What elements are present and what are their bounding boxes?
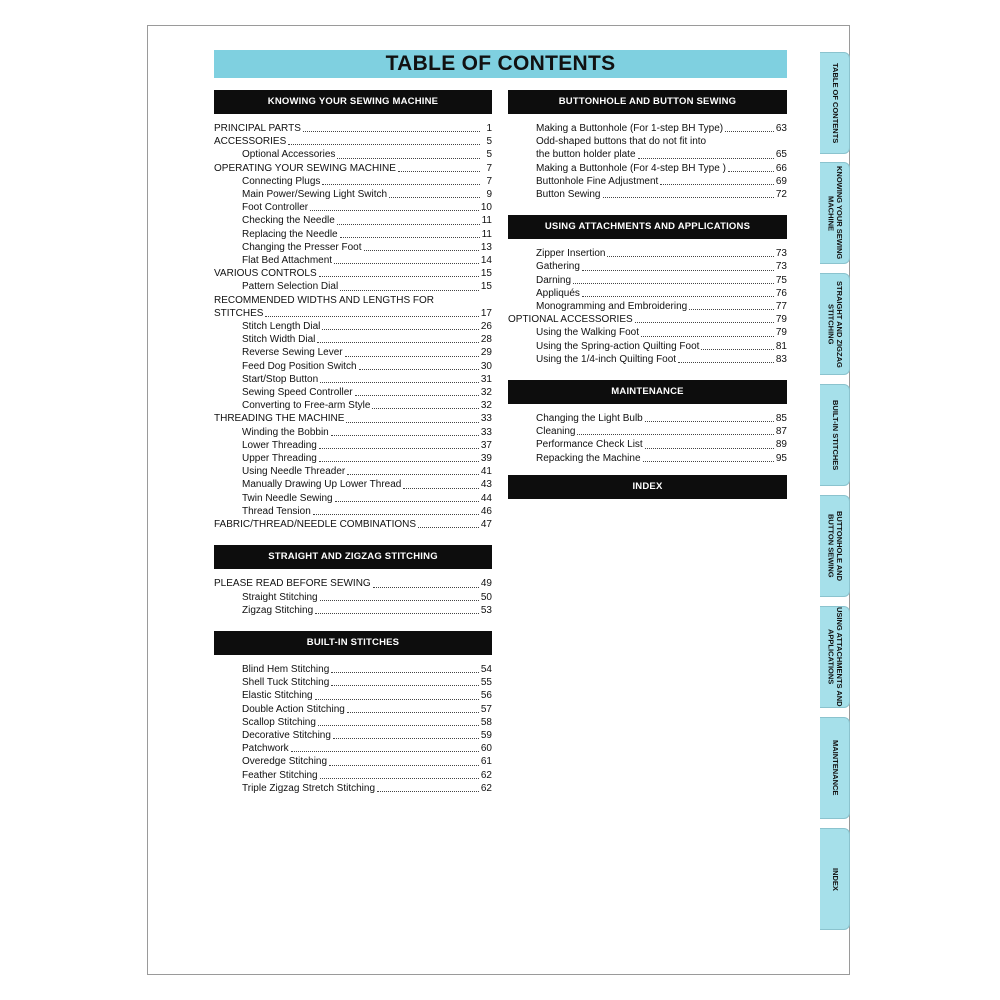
dot-leader bbox=[318, 725, 479, 726]
section-gap bbox=[214, 617, 492, 631]
toc-entry-title: Buttonhole Fine Adjustment bbox=[536, 175, 659, 187]
toc-entry[interactable] bbox=[214, 465, 492, 478]
toc-entry-page: 15 bbox=[480, 281, 492, 293]
toc-entry-title: Feather Stitching bbox=[242, 769, 318, 781]
toc-entry-page: 72 bbox=[775, 189, 787, 201]
toc-entry-title: Start/Stop Button bbox=[242, 373, 319, 385]
toc-entry-title: Stitch Length Dial bbox=[242, 321, 321, 333]
toc-entry-title: Elastic Stitching bbox=[242, 690, 313, 702]
toc-entry-title: Connecting Plugs bbox=[242, 175, 321, 187]
toc-entry[interactable] bbox=[508, 326, 787, 339]
toc-entry[interactable] bbox=[214, 412, 492, 425]
toc-entry[interactable] bbox=[214, 228, 492, 241]
toc-entry-title: THREADING THE MACHINE bbox=[214, 413, 345, 425]
toc-entry-title: Changing the Light Bulb bbox=[536, 413, 643, 425]
toc-entry-page: 73 bbox=[775, 261, 787, 273]
toc-entry-title: Using the 1/4-inch Quilting Foot bbox=[536, 353, 677, 365]
dot-leader bbox=[573, 283, 774, 284]
toc-entry-title: STITCHES bbox=[214, 307, 264, 319]
dot-leader bbox=[372, 408, 478, 409]
toc-entry[interactable] bbox=[214, 577, 492, 590]
dot-leader bbox=[377, 791, 479, 792]
toc-entry-title: Decorative Stitching bbox=[242, 729, 331, 741]
toc-entry[interactable] bbox=[214, 478, 492, 491]
dot-leader bbox=[364, 250, 479, 251]
toc-entry-page: 81 bbox=[775, 340, 787, 352]
section-heading-index: INDEX bbox=[508, 475, 787, 499]
dot-leader bbox=[320, 382, 479, 383]
toc-entry[interactable] bbox=[508, 353, 787, 366]
toc-entry[interactable] bbox=[214, 439, 492, 452]
dot-leader bbox=[319, 448, 479, 449]
toc-entry-page: 79 bbox=[775, 314, 787, 326]
toc-entry-page: 59 bbox=[480, 729, 492, 741]
tab-using-attachments-and-applications[interactable] bbox=[820, 606, 850, 708]
dot-leader bbox=[660, 184, 774, 185]
toc-entry-title: Patchwork bbox=[242, 743, 289, 755]
dot-leader bbox=[340, 290, 479, 291]
toc-entry-page: 62 bbox=[480, 782, 492, 794]
toc-entry-title: Repacking the Machine bbox=[536, 452, 641, 464]
toc-entry[interactable] bbox=[508, 175, 787, 188]
toc-entry-page: 61 bbox=[480, 756, 492, 768]
toc-entry-page: 58 bbox=[480, 716, 492, 728]
dot-leader bbox=[346, 422, 478, 423]
toc-entry-page: 26 bbox=[480, 321, 492, 333]
tab-knowing-your-sewing-machine[interactable] bbox=[820, 162, 850, 264]
toc-entry-page: 49 bbox=[480, 578, 492, 590]
tab-label: STRAIGHT AND ZIGZAG STITCHING bbox=[826, 280, 844, 368]
toc-entry-title: Lower Threading bbox=[242, 439, 317, 451]
tab-buttonhole-and-button-sewing[interactable] bbox=[820, 495, 850, 597]
toc-entry[interactable] bbox=[214, 729, 492, 742]
toc-entry[interactable] bbox=[508, 425, 787, 438]
tab-label: USING ATTACHMENTS AND APPLICATIONS bbox=[826, 607, 844, 707]
toc-entry-title: Using the Walking Foot bbox=[536, 327, 640, 339]
toc-entry-title: Optional Accessories bbox=[242, 149, 336, 161]
toc-entry[interactable] bbox=[214, 254, 492, 267]
dot-leader bbox=[355, 395, 479, 396]
toc-entry-title: Straight Stitching bbox=[242, 591, 318, 603]
dot-leader bbox=[725, 131, 774, 132]
toc-entry[interactable] bbox=[214, 122, 492, 135]
toc-entry-page: 5 bbox=[486, 136, 492, 148]
toc-entry[interactable]: Odd-shaped buttons that do not fit into bbox=[536, 136, 707, 148]
dot-leader bbox=[389, 197, 480, 198]
toc-entry-page: 5 bbox=[486, 149, 492, 161]
toc-entry[interactable] bbox=[508, 148, 787, 161]
dot-leader bbox=[678, 362, 774, 363]
left-column bbox=[214, 90, 492, 795]
toc-entry-title: Manually Drawing Up Lower Thread bbox=[242, 479, 402, 491]
toc-entry-title: Converting to Free-arm Style bbox=[242, 400, 371, 412]
toc-entry[interactable] bbox=[214, 267, 492, 280]
toc-entry-page: 1 bbox=[486, 123, 492, 134]
tab-straight-and-zigzag-stitching[interactable] bbox=[820, 273, 850, 375]
dot-leader bbox=[320, 778, 479, 779]
dot-leader bbox=[315, 699, 479, 700]
toc-entry-page: 57 bbox=[480, 703, 492, 715]
toc-entry-page: 43 bbox=[480, 479, 492, 491]
toc-entry-title: Replacing the Needle bbox=[242, 228, 338, 240]
toc-entry[interactable] bbox=[214, 307, 492, 320]
toc-entry-page: 76 bbox=[775, 287, 787, 299]
dot-leader bbox=[701, 349, 773, 350]
dot-leader bbox=[335, 501, 479, 502]
dot-leader bbox=[288, 144, 480, 145]
section-tabs bbox=[820, 52, 854, 932]
toc-entry-title: Monogramming and Embroidering bbox=[536, 301, 688, 313]
toc-entry-title: Stitch Width Dial bbox=[242, 334, 316, 346]
toc-entry-page: 39 bbox=[480, 453, 492, 465]
toc-entry-title: FABRIC/THREAD/NEEDLE COMBINATIONS bbox=[214, 519, 417, 531]
toc-entry[interactable] bbox=[214, 320, 492, 333]
tab-label: MAINTENANCE bbox=[830, 740, 840, 796]
dot-leader bbox=[322, 329, 478, 330]
toc-entry-title: Thread Tension bbox=[242, 505, 311, 517]
toc-entry-page: 29 bbox=[480, 347, 492, 359]
dot-leader bbox=[340, 237, 480, 238]
dot-leader bbox=[398, 171, 480, 172]
toc-entry[interactable] bbox=[214, 703, 492, 716]
toc-entry-title: Double Action Stitching bbox=[242, 703, 345, 715]
dot-leader bbox=[315, 613, 479, 614]
toc-entry[interactable] bbox=[214, 755, 492, 768]
toc-entry-title: Blind Hem Stitching bbox=[242, 663, 330, 675]
dot-leader bbox=[291, 751, 479, 752]
toc-entry[interactable] bbox=[214, 135, 492, 148]
dot-leader bbox=[603, 197, 774, 198]
toc-entry[interactable] bbox=[214, 280, 492, 293]
section-gap bbox=[214, 531, 492, 545]
toc-entry[interactable] bbox=[214, 742, 492, 755]
dot-leader bbox=[331, 685, 479, 686]
toc-entry-page: 7 bbox=[486, 175, 492, 187]
dot-leader bbox=[635, 322, 774, 323]
dot-leader bbox=[337, 224, 480, 225]
toc-entry[interactable] bbox=[508, 313, 787, 326]
toc-entry-page: 41 bbox=[480, 466, 492, 478]
dot-leader bbox=[331, 672, 479, 673]
toc-entry-title: Button Sewing bbox=[536, 189, 601, 201]
toc-entry-page: 11 bbox=[481, 215, 492, 227]
toc-entry-title: Foot Controller bbox=[242, 202, 309, 214]
dot-leader bbox=[319, 461, 479, 462]
toc-entry-page: 17 bbox=[480, 307, 492, 319]
toc-entry-page: 77 bbox=[775, 301, 787, 313]
section-gap bbox=[508, 465, 787, 475]
toc-entry-page: 30 bbox=[480, 360, 492, 372]
tab-maintenance[interactable] bbox=[820, 717, 850, 819]
dot-leader bbox=[418, 527, 479, 528]
toc-entry-page: 15 bbox=[480, 268, 492, 280]
toc-entry[interactable] bbox=[508, 162, 787, 175]
tab-label: BUTTONHOLE AND BUTTON SEWING bbox=[826, 511, 844, 581]
dot-leader bbox=[329, 765, 479, 766]
toc-entry-page: 89 bbox=[775, 439, 787, 451]
toc-entry-page: 56 bbox=[480, 690, 492, 702]
toc-entry-title: the button holder plate bbox=[536, 149, 636, 161]
toc-entry-title: Using the Spring-action Quilting Foot bbox=[536, 340, 700, 352]
toc-entry-title: Triple Zigzag Stretch Stitching bbox=[242, 782, 376, 794]
toc-entry-page: 14 bbox=[480, 255, 492, 267]
section-heading-using-attachments-and-applications: USING ATTACHMENTS AND APPLICATIONS bbox=[508, 215, 787, 239]
toc-entry[interactable] bbox=[214, 452, 492, 465]
toc-entry-page: 55 bbox=[480, 677, 492, 689]
toc-entry[interactable] bbox=[214, 360, 492, 373]
toc-entry-page: 63 bbox=[775, 123, 787, 134]
toc-entry[interactable] bbox=[214, 518, 492, 531]
toc-entry-title: Checking the Needle bbox=[242, 215, 335, 227]
dot-leader bbox=[265, 316, 478, 317]
toc-entry[interactable] bbox=[508, 438, 787, 451]
toc-entry[interactable] bbox=[214, 689, 492, 702]
section-gap bbox=[508, 366, 787, 380]
toc-entry-title: Cleaning bbox=[536, 426, 576, 438]
toc-entry[interactable] bbox=[214, 188, 492, 201]
toc-entry-page: 47 bbox=[480, 519, 492, 531]
toc-entry-title: Appliqués bbox=[536, 287, 580, 299]
tab-label: INDEX bbox=[830, 867, 840, 891]
dot-leader bbox=[333, 738, 479, 739]
toc-entry-page: 13 bbox=[480, 241, 492, 253]
toc-entry[interactable] bbox=[508, 452, 787, 465]
toc-entry[interactable] bbox=[214, 148, 492, 161]
dot-leader bbox=[403, 488, 479, 489]
tab-label: KNOWING YOUR SEWING MACHINE bbox=[826, 166, 844, 260]
toc-entry[interactable] bbox=[214, 333, 492, 346]
dot-leader bbox=[728, 171, 774, 172]
toc-entry-page: 73 bbox=[775, 248, 787, 260]
toc-entry[interactable] bbox=[214, 175, 492, 188]
toc-entry-title: Pattern Selection Dial bbox=[242, 281, 339, 293]
toc-entry-title: Changing the Presser Foot bbox=[242, 241, 362, 253]
section-heading-knowing-your-sewing-machine: KNOWING YOUR SEWING MACHINE bbox=[214, 90, 492, 114]
toc-entry-title: OPTIONAL ACCESSORIES bbox=[508, 314, 633, 326]
toc-entry-title: Scallop Stitching bbox=[242, 716, 316, 728]
toc-entry-page: 28 bbox=[480, 334, 492, 346]
dot-leader bbox=[373, 587, 479, 588]
toc-entry-page: 53 bbox=[480, 604, 492, 616]
dot-leader bbox=[645, 448, 774, 449]
toc-entry-page: 32 bbox=[480, 387, 492, 399]
toc-entry-page: 32 bbox=[480, 400, 492, 412]
toc-entry-page: 65 bbox=[775, 149, 787, 161]
toc-entry-title: Making a Buttonhole (For 4-step BH Type ) bbox=[536, 162, 726, 174]
toc-entry[interactable] bbox=[214, 663, 492, 676]
toc-entry-title: Shell Tuck Stitching bbox=[242, 677, 330, 689]
tab-label: BUILT-IN STITCHES bbox=[830, 399, 840, 471]
toc-entry[interactable] bbox=[508, 287, 787, 300]
toc-entry-title: Reverse Sewing Lever bbox=[242, 347, 343, 359]
toc-entry-title: ACCESSORIES bbox=[214, 136, 287, 148]
toc-entry-title: VARIOUS CONTROLS bbox=[214, 268, 317, 280]
dot-leader bbox=[347, 712, 479, 713]
toc-entry[interactable] bbox=[214, 162, 492, 175]
dot-leader bbox=[310, 210, 479, 211]
toc-entry-title: Overedge Stitching bbox=[242, 756, 328, 768]
toc-entry-page: 33 bbox=[480, 426, 492, 438]
toc-entry-title: Feed Dog Position Switch bbox=[242, 360, 357, 372]
toc-entry[interactable] bbox=[508, 412, 787, 425]
toc-entry-title: Flat Bed Attachment bbox=[242, 255, 333, 267]
toc-entry[interactable] bbox=[508, 274, 787, 287]
toc-entry-page: 31 bbox=[480, 373, 492, 385]
toc-entry-page: 85 bbox=[775, 413, 787, 425]
section-heading-maintenance: MAINTENANCE bbox=[508, 380, 787, 404]
section-heading-buttonhole-and-button-sewing: BUTTONHOLE AND BUTTON SEWING bbox=[508, 90, 787, 114]
dot-leader bbox=[317, 342, 479, 343]
toc-entry[interactable] bbox=[508, 188, 787, 201]
toc-entry-title: Twin Needle Sewing bbox=[242, 492, 333, 504]
toc-entry[interactable] bbox=[508, 247, 787, 260]
toc-entry[interactable] bbox=[214, 346, 492, 359]
dot-leader bbox=[322, 184, 480, 185]
dot-leader bbox=[638, 158, 774, 159]
toc-entry-page: 83 bbox=[775, 353, 787, 365]
toc-entry-page: 11 bbox=[481, 228, 492, 240]
toc-entry-page: 9 bbox=[486, 189, 492, 201]
toc-entry-page: 87 bbox=[775, 426, 787, 438]
toc-entry-page: 46 bbox=[480, 505, 492, 517]
right-column bbox=[508, 90, 787, 507]
toc-entry[interactable] bbox=[214, 782, 492, 795]
toc-entry-title: Upper Threading bbox=[242, 453, 317, 465]
toc-entry-title: Gathering bbox=[536, 261, 580, 273]
dot-leader bbox=[582, 296, 774, 297]
dot-leader bbox=[689, 309, 774, 310]
toc-entry-page: 44 bbox=[480, 492, 492, 504]
toc-entry-page: 10 bbox=[480, 202, 492, 214]
tab-built-in-stitches[interactable] bbox=[820, 384, 850, 486]
dot-leader bbox=[313, 514, 479, 515]
toc-entry-page: 69 bbox=[775, 175, 787, 187]
toc-entry-page: 50 bbox=[480, 591, 492, 603]
toc-entry-title: Performance Check List bbox=[536, 439, 643, 451]
tab-index[interactable] bbox=[820, 828, 850, 930]
toc-entry-title: Zigzag Stitching bbox=[242, 604, 314, 616]
toc-entry-page: 79 bbox=[775, 327, 787, 339]
toc-entry[interactable] bbox=[214, 492, 492, 505]
tab-label: TABLE OF CONTENTS bbox=[830, 62, 840, 144]
dot-leader bbox=[359, 369, 479, 370]
toc-entry[interactable] bbox=[214, 426, 492, 439]
dot-leader bbox=[345, 356, 479, 357]
toc-entry-page: 33 bbox=[480, 413, 492, 425]
toc-entry[interactable] bbox=[214, 201, 492, 214]
toc-entry[interactable]: RECOMMENDED WIDTHS AND LENGTHS FOR bbox=[214, 294, 435, 306]
dot-leader bbox=[347, 474, 479, 475]
toc-entry-title: Sewing Speed Controller bbox=[242, 387, 353, 399]
toc-entry[interactable] bbox=[214, 591, 492, 604]
page-title: TABLE OF CONTENTS bbox=[214, 50, 787, 78]
toc-entry-page: 95 bbox=[775, 452, 787, 464]
toc-entry[interactable] bbox=[508, 122, 787, 135]
toc-entry-page: 7 bbox=[486, 162, 492, 174]
section-gap bbox=[508, 201, 787, 215]
toc-entry[interactable] bbox=[214, 769, 492, 782]
toc-entry-page: 54 bbox=[480, 663, 492, 675]
dot-leader bbox=[577, 434, 773, 435]
toc-entry[interactable] bbox=[214, 676, 492, 689]
toc-entry[interactable] bbox=[214, 241, 492, 254]
dot-leader bbox=[320, 600, 479, 601]
toc-entry[interactable] bbox=[508, 340, 787, 353]
toc-entry-title: Zipper Insertion bbox=[536, 248, 606, 260]
toc-entry-page: 62 bbox=[480, 769, 492, 781]
dot-leader bbox=[337, 158, 480, 159]
toc-entry-title: PLEASE READ BEFORE SEWING bbox=[214, 578, 371, 590]
toc-entry[interactable] bbox=[214, 604, 492, 617]
toc-entry[interactable] bbox=[508, 300, 787, 313]
section-heading-straight-and-zigzag-stitching: STRAIGHT AND ZIGZAG STITCHING bbox=[214, 545, 492, 569]
dot-leader bbox=[331, 435, 479, 436]
tab-table-of-contents[interactable] bbox=[820, 52, 850, 154]
toc-entry-title: OPERATING YOUR SEWING MACHINE bbox=[214, 162, 396, 174]
dot-leader bbox=[643, 461, 774, 462]
dot-leader bbox=[607, 256, 773, 257]
dot-leader bbox=[319, 276, 479, 277]
toc-entry-page: 37 bbox=[480, 439, 492, 451]
dot-leader bbox=[334, 263, 479, 264]
toc-entry[interactable] bbox=[214, 505, 492, 518]
toc-entry-title: Winding the Bobbin bbox=[242, 426, 329, 438]
toc-entry-title: Making a Buttonhole (For 1-step BH Type) bbox=[536, 123, 724, 134]
toc-entry[interactable] bbox=[214, 399, 492, 412]
toc-entry[interactable] bbox=[214, 716, 492, 729]
dot-leader bbox=[641, 336, 774, 337]
toc-entry[interactable] bbox=[508, 260, 787, 273]
toc-entry-page: 60 bbox=[480, 743, 492, 755]
toc-entry-title: PRINCIPAL PARTS bbox=[214, 123, 301, 134]
toc-entry-page: 66 bbox=[775, 162, 787, 174]
toc-entry-title: Main Power/Sewing Light Switch bbox=[242, 189, 388, 201]
toc-entry[interactable] bbox=[214, 373, 492, 386]
toc-entry-title: Darning bbox=[536, 274, 572, 286]
toc-entry-page: 75 bbox=[775, 274, 787, 286]
section-heading-built-in-stitches: BUILT-IN STITCHES bbox=[214, 631, 492, 655]
toc-entry-title: Using Needle Threader bbox=[242, 466, 346, 478]
toc-entry[interactable] bbox=[214, 214, 492, 227]
dot-leader bbox=[582, 270, 774, 271]
dot-leader bbox=[645, 421, 774, 422]
dot-leader bbox=[303, 131, 480, 132]
toc-entry[interactable] bbox=[214, 386, 492, 399]
